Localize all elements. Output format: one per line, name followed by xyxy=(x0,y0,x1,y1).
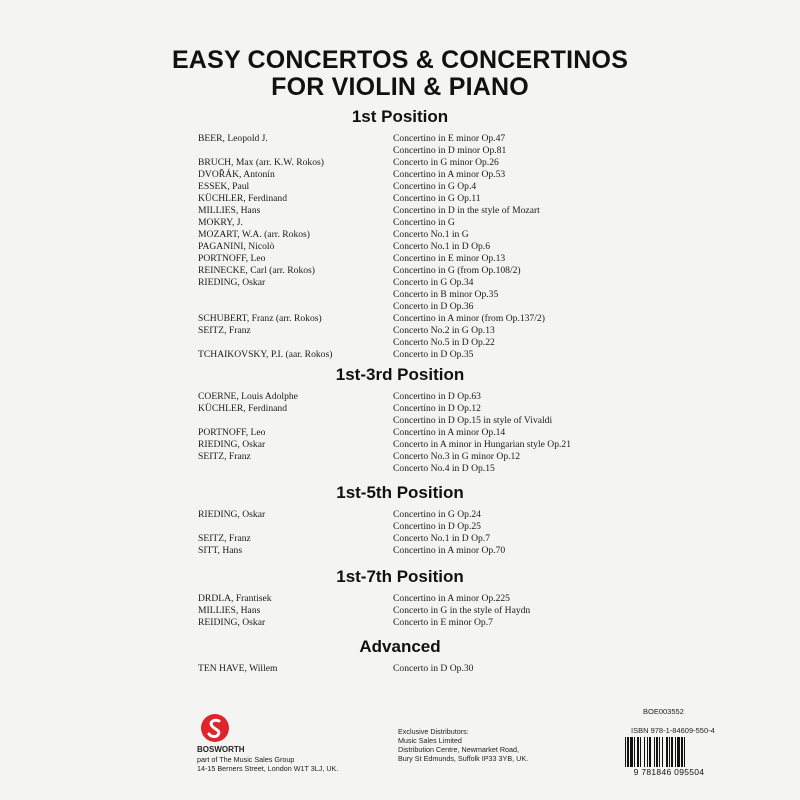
list-item xyxy=(0,253,800,265)
work: Concertino in G (from Op.108/2) xyxy=(393,265,521,276)
title-line-1: EASY CONCERTOS & CONCERTINOS xyxy=(171,46,629,74)
list-item xyxy=(0,349,800,361)
work: Concertino in A minor Op.70 xyxy=(393,545,506,556)
distributor-line: Distribution Centre, Newmarket Road, xyxy=(398,745,520,754)
section-heading-1st-3rd-position: 1st-3rd Position xyxy=(335,365,465,384)
work: Concerto in G Op.34 xyxy=(393,277,474,288)
publisher-address: 14-15 Berners Street, London W1T 3LJ, UK. xyxy=(197,764,339,773)
publisher-group: part of The Music Sales Group xyxy=(197,755,295,764)
composer: RIEDING, Oskar xyxy=(198,509,266,520)
isbn: ISBN 978-1-84609-550-4 xyxy=(631,726,715,735)
list-item xyxy=(0,169,800,181)
list-item xyxy=(0,301,800,313)
composer: COERNE, Louis Adolphe xyxy=(198,391,298,402)
composer: MILLIES, Hans xyxy=(198,605,261,616)
work: Concertino in D minor Op.81 xyxy=(393,145,507,156)
work: Concerto No.1 in G xyxy=(393,229,469,240)
work: Concerto in D Op.35 xyxy=(393,349,474,360)
list-item xyxy=(0,415,800,427)
composer: RIEDING, Oskar xyxy=(198,277,266,288)
list-item xyxy=(0,463,800,475)
composer: PAGANINI, Nicolò xyxy=(198,241,275,252)
list-item xyxy=(0,391,800,403)
section-heading-advanced: Advanced xyxy=(359,637,441,656)
list-item xyxy=(0,605,800,617)
catalogue-number: BOE003552 xyxy=(643,707,684,716)
composer: MILLIES, Hans xyxy=(198,205,261,216)
barcode-digits: 9 781846 095504 xyxy=(633,767,705,777)
list-item xyxy=(0,663,800,675)
work: Concerto in D Op.36 xyxy=(393,301,474,312)
list-item xyxy=(0,509,800,521)
list-item xyxy=(0,403,800,415)
composer: TCHAIKOVSKY, P.I. (aar. Rokos) xyxy=(198,349,333,360)
work: Concerto in E minor Op.7 xyxy=(393,617,493,628)
work: Concerto No.1 in D Op.6 xyxy=(393,241,490,252)
list-item xyxy=(0,325,800,337)
work: Concertino in A minor Op.14 xyxy=(393,427,506,438)
composer: KÜCHLER, Ferdinand xyxy=(198,403,287,414)
composer: DRDLA, Frantisek xyxy=(198,593,272,604)
distributor-line: Exclusive Distributors: xyxy=(398,727,469,736)
section-heading-1st-5th-position: 1st-5th Position xyxy=(336,483,464,502)
composer: RIEDING, Oskar xyxy=(198,439,266,450)
composer: KÜCHLER, Ferdinand xyxy=(198,193,287,204)
composer: BRUCH, Max (arr. K.W. Rokos) xyxy=(198,157,324,168)
composer: REIDING, Oskar xyxy=(198,617,266,628)
list-item xyxy=(0,241,800,253)
section-heading-1st-7th-position: 1st-7th Position xyxy=(336,567,464,586)
work: Concertino in A minor Op.53 xyxy=(393,169,506,180)
list-item xyxy=(0,617,800,629)
work: Concerto No.1 in D Op.7 xyxy=(393,533,490,544)
composer: ESSEK, Paul xyxy=(198,181,250,192)
list-item xyxy=(0,427,800,439)
list-item xyxy=(0,593,800,605)
list-item xyxy=(0,337,800,349)
list-item xyxy=(0,545,800,557)
work: Concertino in G xyxy=(393,217,455,228)
list-item xyxy=(0,145,800,157)
work: Concerto in G minor Op.26 xyxy=(393,157,499,168)
list-item xyxy=(0,229,800,241)
bosworth-logo-icon xyxy=(200,713,230,743)
section-heading-1st-position: 1st Position xyxy=(351,107,449,126)
work: Concerto in D Op.30 xyxy=(393,663,474,674)
work: Concertino in D in the style of Mozart xyxy=(393,205,540,216)
composer: DVOŘÁK, Antonín xyxy=(198,169,275,180)
publisher-name: BOSWORTH xyxy=(197,745,245,754)
list-item xyxy=(0,277,800,289)
list-item xyxy=(0,193,800,205)
work: Concertino in E minor Op.13 xyxy=(393,253,506,264)
list-item xyxy=(0,533,800,545)
work: Concerto in B minor Op.35 xyxy=(393,289,499,300)
work: Concerto No.5 in D Op.22 xyxy=(393,337,495,348)
list-item xyxy=(0,313,800,325)
composer: MOZART, W.A. (arr. Rokos) xyxy=(198,229,310,240)
list-item xyxy=(0,133,800,145)
composer: SCHUBERT, Franz (arr. Rokos) xyxy=(198,313,322,324)
list-item xyxy=(0,205,800,217)
composer: REINECKE, Carl (arr. Rokos) xyxy=(198,265,315,276)
composer: SEITZ, Franz xyxy=(198,325,251,336)
work: Concerto in G in the style of Haydn xyxy=(393,605,531,616)
work: Concerto No.3 in G minor Op.12 xyxy=(393,451,521,462)
work: Concertino in G Op.24 xyxy=(393,509,481,520)
work: Concerto No.4 in D Op.15 xyxy=(393,463,495,474)
barcode-icon xyxy=(625,737,713,767)
work: Concertino in A minor Op.225 xyxy=(393,593,510,604)
composer: MOKRY, J. xyxy=(198,217,243,228)
list-item xyxy=(0,289,800,301)
work: Concertino in A minor (from Op.137/2) xyxy=(393,313,545,324)
distributor-line: Music Sales Limited xyxy=(398,736,462,745)
list-item xyxy=(0,217,800,229)
list-item xyxy=(0,451,800,463)
work: Concertino in G Op.11 xyxy=(393,193,481,204)
composer: SITT, Hans xyxy=(198,545,243,556)
work: Concertino in E minor Op.47 xyxy=(393,133,506,144)
composer: BEER, Leopold J. xyxy=(198,133,268,144)
work: Concertino in D Op.12 xyxy=(393,403,481,414)
work: Concertino in G Op.4 xyxy=(393,181,477,192)
work: Concertino in D Op.15 in style of Vivaldi xyxy=(393,415,553,426)
work: Concerto No.2 in G Op.13 xyxy=(393,325,495,336)
composer: PORTNOFF, Leo xyxy=(198,253,266,264)
composer: PORTNOFF, Leo xyxy=(198,427,266,438)
distributor-line: Bury St Edmunds, Suffolk IP33 3YB, UK. xyxy=(398,754,529,763)
list-item xyxy=(0,439,800,451)
list-item xyxy=(0,157,800,169)
list-item xyxy=(0,181,800,193)
work: Concertino in D Op.25 xyxy=(393,521,481,532)
work: Concertino in D Op.63 xyxy=(393,391,481,402)
composer: TEN HAVE, Willem xyxy=(198,663,278,674)
title-line-2: FOR VIOLIN & PIANO xyxy=(271,73,529,101)
work: Concerto in A minor in Hungarian style Op.21 xyxy=(393,439,571,450)
composer: SEITZ, Franz xyxy=(198,533,251,544)
list-item xyxy=(0,265,800,277)
list-item xyxy=(0,521,800,533)
composer: SEITZ, Franz xyxy=(198,451,251,462)
